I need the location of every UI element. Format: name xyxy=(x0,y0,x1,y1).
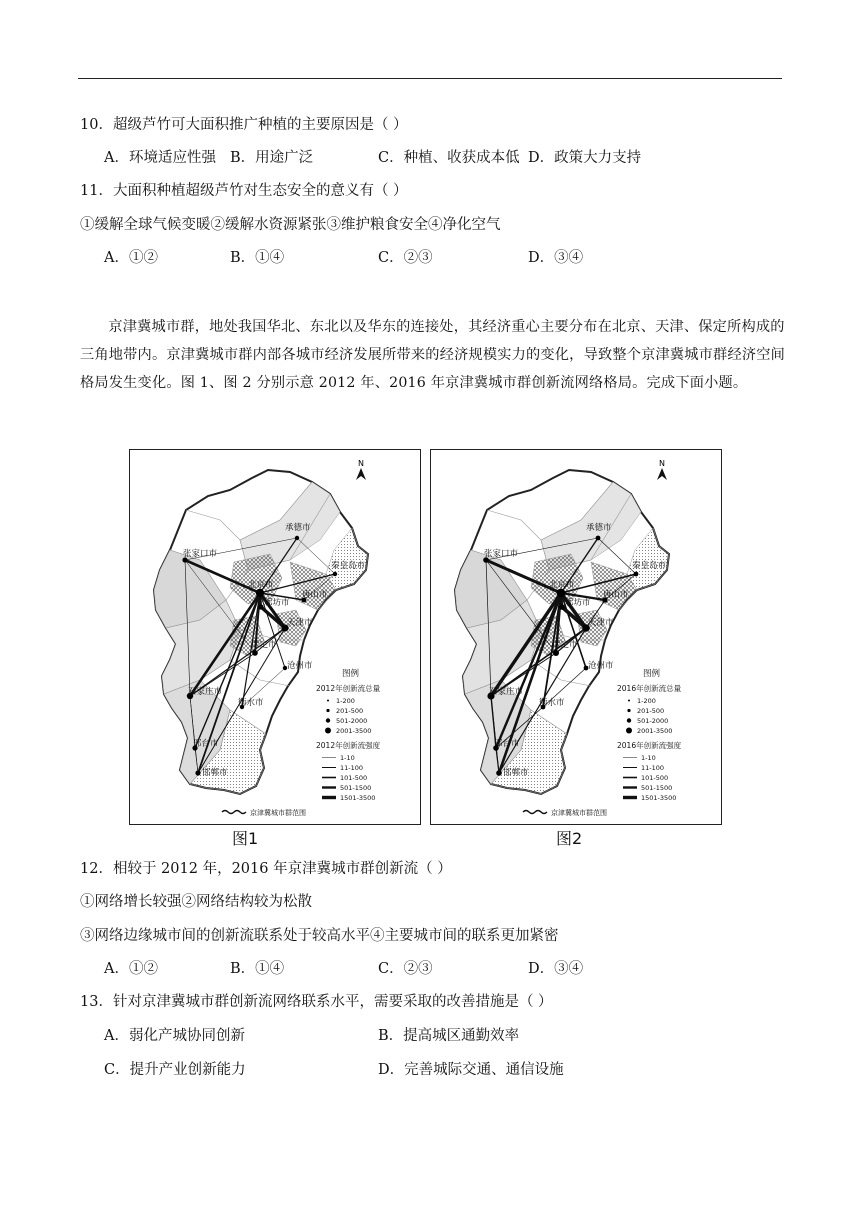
city-label: 秦皇岛市 xyxy=(331,561,366,571)
boundary-legend-icon xyxy=(222,811,246,814)
q10-option-a[interactable]: A．环境适应性强 xyxy=(104,150,216,166)
city-label: 廊坊市 xyxy=(565,598,591,608)
q11-option-c[interactable]: C．②③ xyxy=(378,250,433,266)
legend-title: 图例 xyxy=(342,669,360,679)
legend-node-item: 501-2000 xyxy=(637,717,669,725)
node-legend-title: 2016年创新流总量 xyxy=(617,684,682,693)
q11-option-b[interactable]: B．①④ xyxy=(230,250,285,266)
city-label: 张家口市 xyxy=(183,549,218,559)
figure-1-caption: 图1 xyxy=(232,829,259,848)
city-label: 保定市 xyxy=(552,640,578,650)
legend-title: 图例 xyxy=(643,669,661,679)
legend-node-item: 201-500 xyxy=(637,707,665,715)
q12-choices-1: ①网络增长较强②网络结构较为松散 xyxy=(80,894,312,910)
legend-node-item: 2001-3500 xyxy=(336,727,372,735)
figure-2-map xyxy=(430,449,722,825)
legend-node-item: 1-200 xyxy=(336,697,355,705)
legend-node-icon xyxy=(627,718,631,722)
city-label: 沧州市 xyxy=(588,661,614,671)
legend-node-item: 1-200 xyxy=(637,697,656,705)
figure-2-caption: 图2 xyxy=(556,829,583,848)
city-label: 承德市 xyxy=(586,523,612,533)
north-label: N xyxy=(659,459,665,468)
q12-option-d[interactable]: D．③④ xyxy=(528,961,584,977)
q10-stem: 10．超级芦竹可大面积推广种植的主要原因是（ ） xyxy=(80,117,408,133)
city-node xyxy=(634,572,639,577)
legend-node-icon xyxy=(327,700,329,702)
city-label: 张家口市 xyxy=(484,549,519,559)
legend-node-icon xyxy=(627,709,630,712)
q13-option-b[interactable]: B．提高城区通勤效率 xyxy=(378,1028,520,1044)
network-map-1 xyxy=(130,450,420,824)
q12-option-c[interactable]: C．②③ xyxy=(378,961,433,977)
legend-node-icon xyxy=(326,709,329,712)
legend-flow-item: 1-10 xyxy=(340,754,355,762)
city-label: 邢台市 xyxy=(193,739,219,749)
q10-option-c[interactable]: C．种植、收获成本低 xyxy=(378,150,520,166)
node-legend-title: 2012年创新流总量 xyxy=(316,684,381,693)
city-label: 天津市 xyxy=(287,618,313,628)
flow-legend-title: 2016年创新流强度 xyxy=(617,741,682,750)
city-label: 廊坊市 xyxy=(264,598,290,608)
legend-flow-item: 501-1500 xyxy=(340,784,372,792)
boundary-legend-label: 京津冀城市群范围 xyxy=(250,809,306,817)
q12-stem: 12．相较于 2012 年，2016 年京津冀城市群创新流（ ） xyxy=(80,861,452,877)
city-label: 沧州市 xyxy=(287,661,313,671)
q10-option-b[interactable]: B．用途广泛 xyxy=(230,150,314,166)
city-label: 衡水市 xyxy=(238,698,264,708)
city-label: 北京市 xyxy=(248,580,274,590)
north-arrow-icon xyxy=(657,468,667,480)
figure-1-map xyxy=(129,449,421,825)
city-node xyxy=(333,572,337,576)
city-node xyxy=(553,650,559,656)
q13-option-c[interactable]: C．提升产业创新能力 xyxy=(104,1062,246,1078)
flow-legend-title: 2012年创新流强度 xyxy=(316,741,381,750)
city-node xyxy=(496,770,502,776)
q10-option-d[interactable]: D．政策大力支持 xyxy=(528,150,642,166)
city-label: 唐山市 xyxy=(302,590,328,600)
north-arrow-icon xyxy=(356,468,366,480)
city-label: 天津市 xyxy=(588,618,614,628)
legend-flow-item: 501-1500 xyxy=(641,784,673,792)
q11-choices: ①缓解全球气候变暖②缓解水资源紧张③维护粮食安全④净化空气 xyxy=(80,217,501,233)
legend-flow-item: 11-100 xyxy=(641,764,665,772)
legend-flow-item: 1501-3500 xyxy=(340,794,376,802)
header-rule xyxy=(78,78,782,79)
legend-flow-item: 101-500 xyxy=(340,774,368,782)
city-label: 承德市 xyxy=(285,523,311,533)
q11-stem: 11．大面积种植超级芦竹对生态安全的意义有（ ） xyxy=(80,183,408,199)
north-label: N xyxy=(358,459,364,468)
reading-passage: 京津冀城市群，地处我国华北、东北以及华东的连接处，其经济重心主要分布在北京、天津、保定所构成的三角地带内。京津冀城市群内部各城市经济发展所带来的经济规模实力的变化，导致整个京津冀城市群经济空间格局发生变化。图 1、图 2 分别示意 2012 年、2016 年京津冀城市群创新流网络格局。完成下面小题。 xyxy=(80,319,785,391)
network-map-2 xyxy=(431,450,721,824)
legend-node-item: 501-2000 xyxy=(336,717,368,725)
legend-node-icon xyxy=(628,700,630,702)
city-node xyxy=(596,536,601,541)
city-node xyxy=(295,536,299,540)
boundary-legend-icon xyxy=(523,811,547,814)
city-label: 秦皇岛市 xyxy=(632,561,667,571)
city-label: 石家庄市 xyxy=(489,687,524,697)
legend-flow-item: 101-500 xyxy=(641,774,669,782)
city-node xyxy=(559,604,565,610)
legend-flow-item: 11-100 xyxy=(340,764,364,772)
q13-option-d[interactable]: D．完善城际交通、通信设施 xyxy=(378,1062,564,1078)
q12-option-a[interactable]: A．①② xyxy=(104,961,158,977)
q11-option-d[interactable]: D．③④ xyxy=(528,250,584,266)
legend-node-item: 2001-3500 xyxy=(637,727,673,735)
q12-option-b[interactable]: B．①④ xyxy=(230,961,285,977)
q13-option-a[interactable]: A．弱化产城协同创新 xyxy=(104,1028,245,1044)
city-label: 石家庄市 xyxy=(188,687,223,697)
city-node xyxy=(195,770,200,775)
legend-node-icon xyxy=(325,728,331,734)
city-label: 邯郸市 xyxy=(202,768,228,778)
city-label: 邯郸市 xyxy=(503,768,529,778)
legend-node-icon xyxy=(626,728,632,734)
city-node xyxy=(256,589,264,597)
legend-node-icon xyxy=(326,718,330,722)
city-label: 衡水市 xyxy=(539,698,565,708)
q12-choices-2: ③网络边缘城市间的创新流联系处于较高水平④主要城市间的联系更加紧密 xyxy=(80,928,559,944)
q13-stem: 13．针对京津冀城市群创新流网络联系水平，需要采取的改善措施是（ ） xyxy=(80,994,553,1010)
city-node xyxy=(252,650,258,656)
city-node xyxy=(258,604,263,609)
legend-flow-item: 1501-3500 xyxy=(641,794,677,802)
legend-node-item: 201-500 xyxy=(336,707,364,715)
city-label: 保定市 xyxy=(251,640,277,650)
legend-flow-item: 1-10 xyxy=(641,754,656,762)
city-label: 唐山市 xyxy=(603,590,629,600)
city-label: 邢台市 xyxy=(494,739,520,749)
q11-option-a[interactable]: A．①② xyxy=(104,250,158,266)
city-label: 北京市 xyxy=(549,580,575,590)
boundary-legend-label: 京津冀城市群范围 xyxy=(551,809,607,817)
